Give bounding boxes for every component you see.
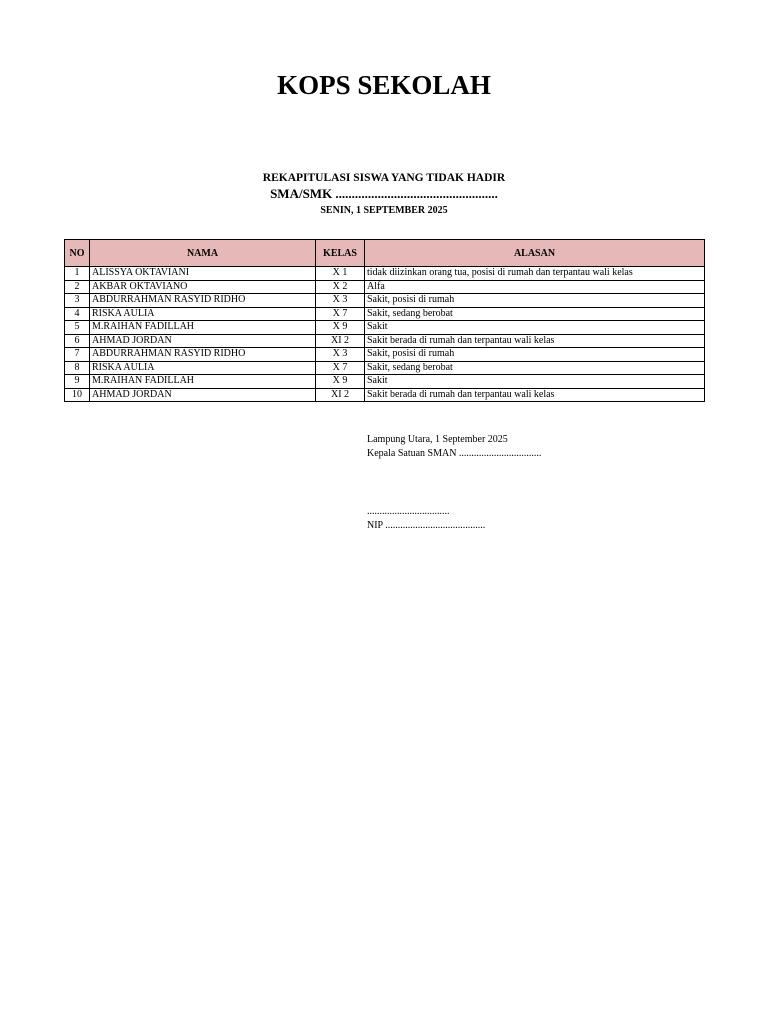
table-row	[65, 321, 705, 335]
cell-no: 8	[65, 361, 90, 375]
cell-nama: RISKA AULIA	[90, 307, 316, 321]
cell-nama: ABDURRAHMAN RASYID RIDHO	[90, 294, 316, 308]
cell-kelas: XI 2	[316, 334, 365, 348]
cell-alasan: tidak diizinkan orang tua, posisi di rumah dan terpantau wali kelas	[365, 267, 705, 281]
cell-alasan: Sakit, posisi di rumah	[365, 348, 705, 362]
absence-table	[64, 239, 705, 402]
cell-alasan: Alfa	[365, 280, 705, 294]
cell-kelas: X 9	[316, 321, 365, 335]
cell-no: 1	[65, 267, 90, 281]
table-row	[65, 267, 705, 281]
cell-kelas: X 9	[316, 375, 365, 389]
cell-no: 2	[65, 280, 90, 294]
cell-alasan: Sakit berada di rumah dan terpantau wali kelas	[365, 334, 705, 348]
report-date: SENIN, 1 SEPTEMBER 2025	[320, 205, 448, 216]
table-row	[65, 361, 705, 375]
cell-no: 3	[65, 294, 90, 308]
cell-alasan: Sakit, sedang berobat	[365, 361, 705, 375]
cell-nama: AHMAD JORDAN	[90, 334, 316, 348]
cell-alasan: Sakit, posisi di rumah	[365, 294, 705, 308]
school-name: SMA/SMK ..................................................	[270, 186, 498, 201]
cell-kelas: X 1	[316, 267, 365, 281]
signature-role: Kepala Satuan SMAN .................................	[367, 448, 542, 459]
table-row	[65, 375, 705, 389]
kop-sekolah-heading: KOPS SEKOLAH	[277, 70, 491, 100]
signature-nip: NIP ........................................	[367, 520, 486, 531]
cell-no: 10	[65, 388, 90, 402]
signature-place-date: Lampung Utara, 1 September 2025	[367, 434, 508, 445]
cell-no: 4	[65, 307, 90, 321]
column-header-nama: NAMA	[90, 240, 316, 267]
column-header-no: NO	[65, 240, 90, 267]
cell-kelas: X 7	[316, 307, 365, 321]
cell-nama: AKBAR OKTAVIANO	[90, 280, 316, 294]
cell-no: 7	[65, 348, 90, 362]
cell-nama: AHMAD JORDAN	[90, 388, 316, 402]
cell-no: 5	[65, 321, 90, 335]
cell-alasan: Sakit	[365, 375, 705, 389]
table-row	[65, 294, 705, 308]
cell-alasan: Sakit, sedang berobat	[365, 307, 705, 321]
cell-nama: ALISSYA OKTAVIANI	[90, 267, 316, 281]
table-row	[65, 348, 705, 362]
cell-kelas: XI 2	[316, 388, 365, 402]
table-row	[65, 307, 705, 321]
table-row	[65, 280, 705, 294]
table-header-row	[65, 240, 705, 267]
table-row	[65, 334, 705, 348]
cell-kelas: X 2	[316, 280, 365, 294]
cell-no: 6	[65, 334, 90, 348]
cell-nama: M.RAIHAN FADILLAH	[90, 375, 316, 389]
column-header-kelas: KELAS	[316, 240, 365, 267]
signature-name-line: .................................	[367, 506, 450, 517]
cell-nama: RISKA AULIA	[90, 361, 316, 375]
cell-kelas: X 3	[316, 348, 365, 362]
cell-kelas: X 7	[316, 361, 365, 375]
cell-nama: M.RAIHAN FADILLAH	[90, 321, 316, 335]
cell-alasan: Sakit berada di rumah dan terpantau wali kelas	[365, 388, 705, 402]
table-row	[65, 388, 705, 402]
cell-kelas: X 3	[316, 294, 365, 308]
cell-no: 9	[65, 375, 90, 389]
column-header-alasan: ALASAN	[365, 240, 705, 267]
cell-alasan: Sakit	[365, 321, 705, 335]
report-title: REKAPITULASI SISWA YANG TIDAK HADIR	[262, 172, 506, 184]
cell-nama: ABDURRAHMAN RASYID RIDHO	[90, 348, 316, 362]
